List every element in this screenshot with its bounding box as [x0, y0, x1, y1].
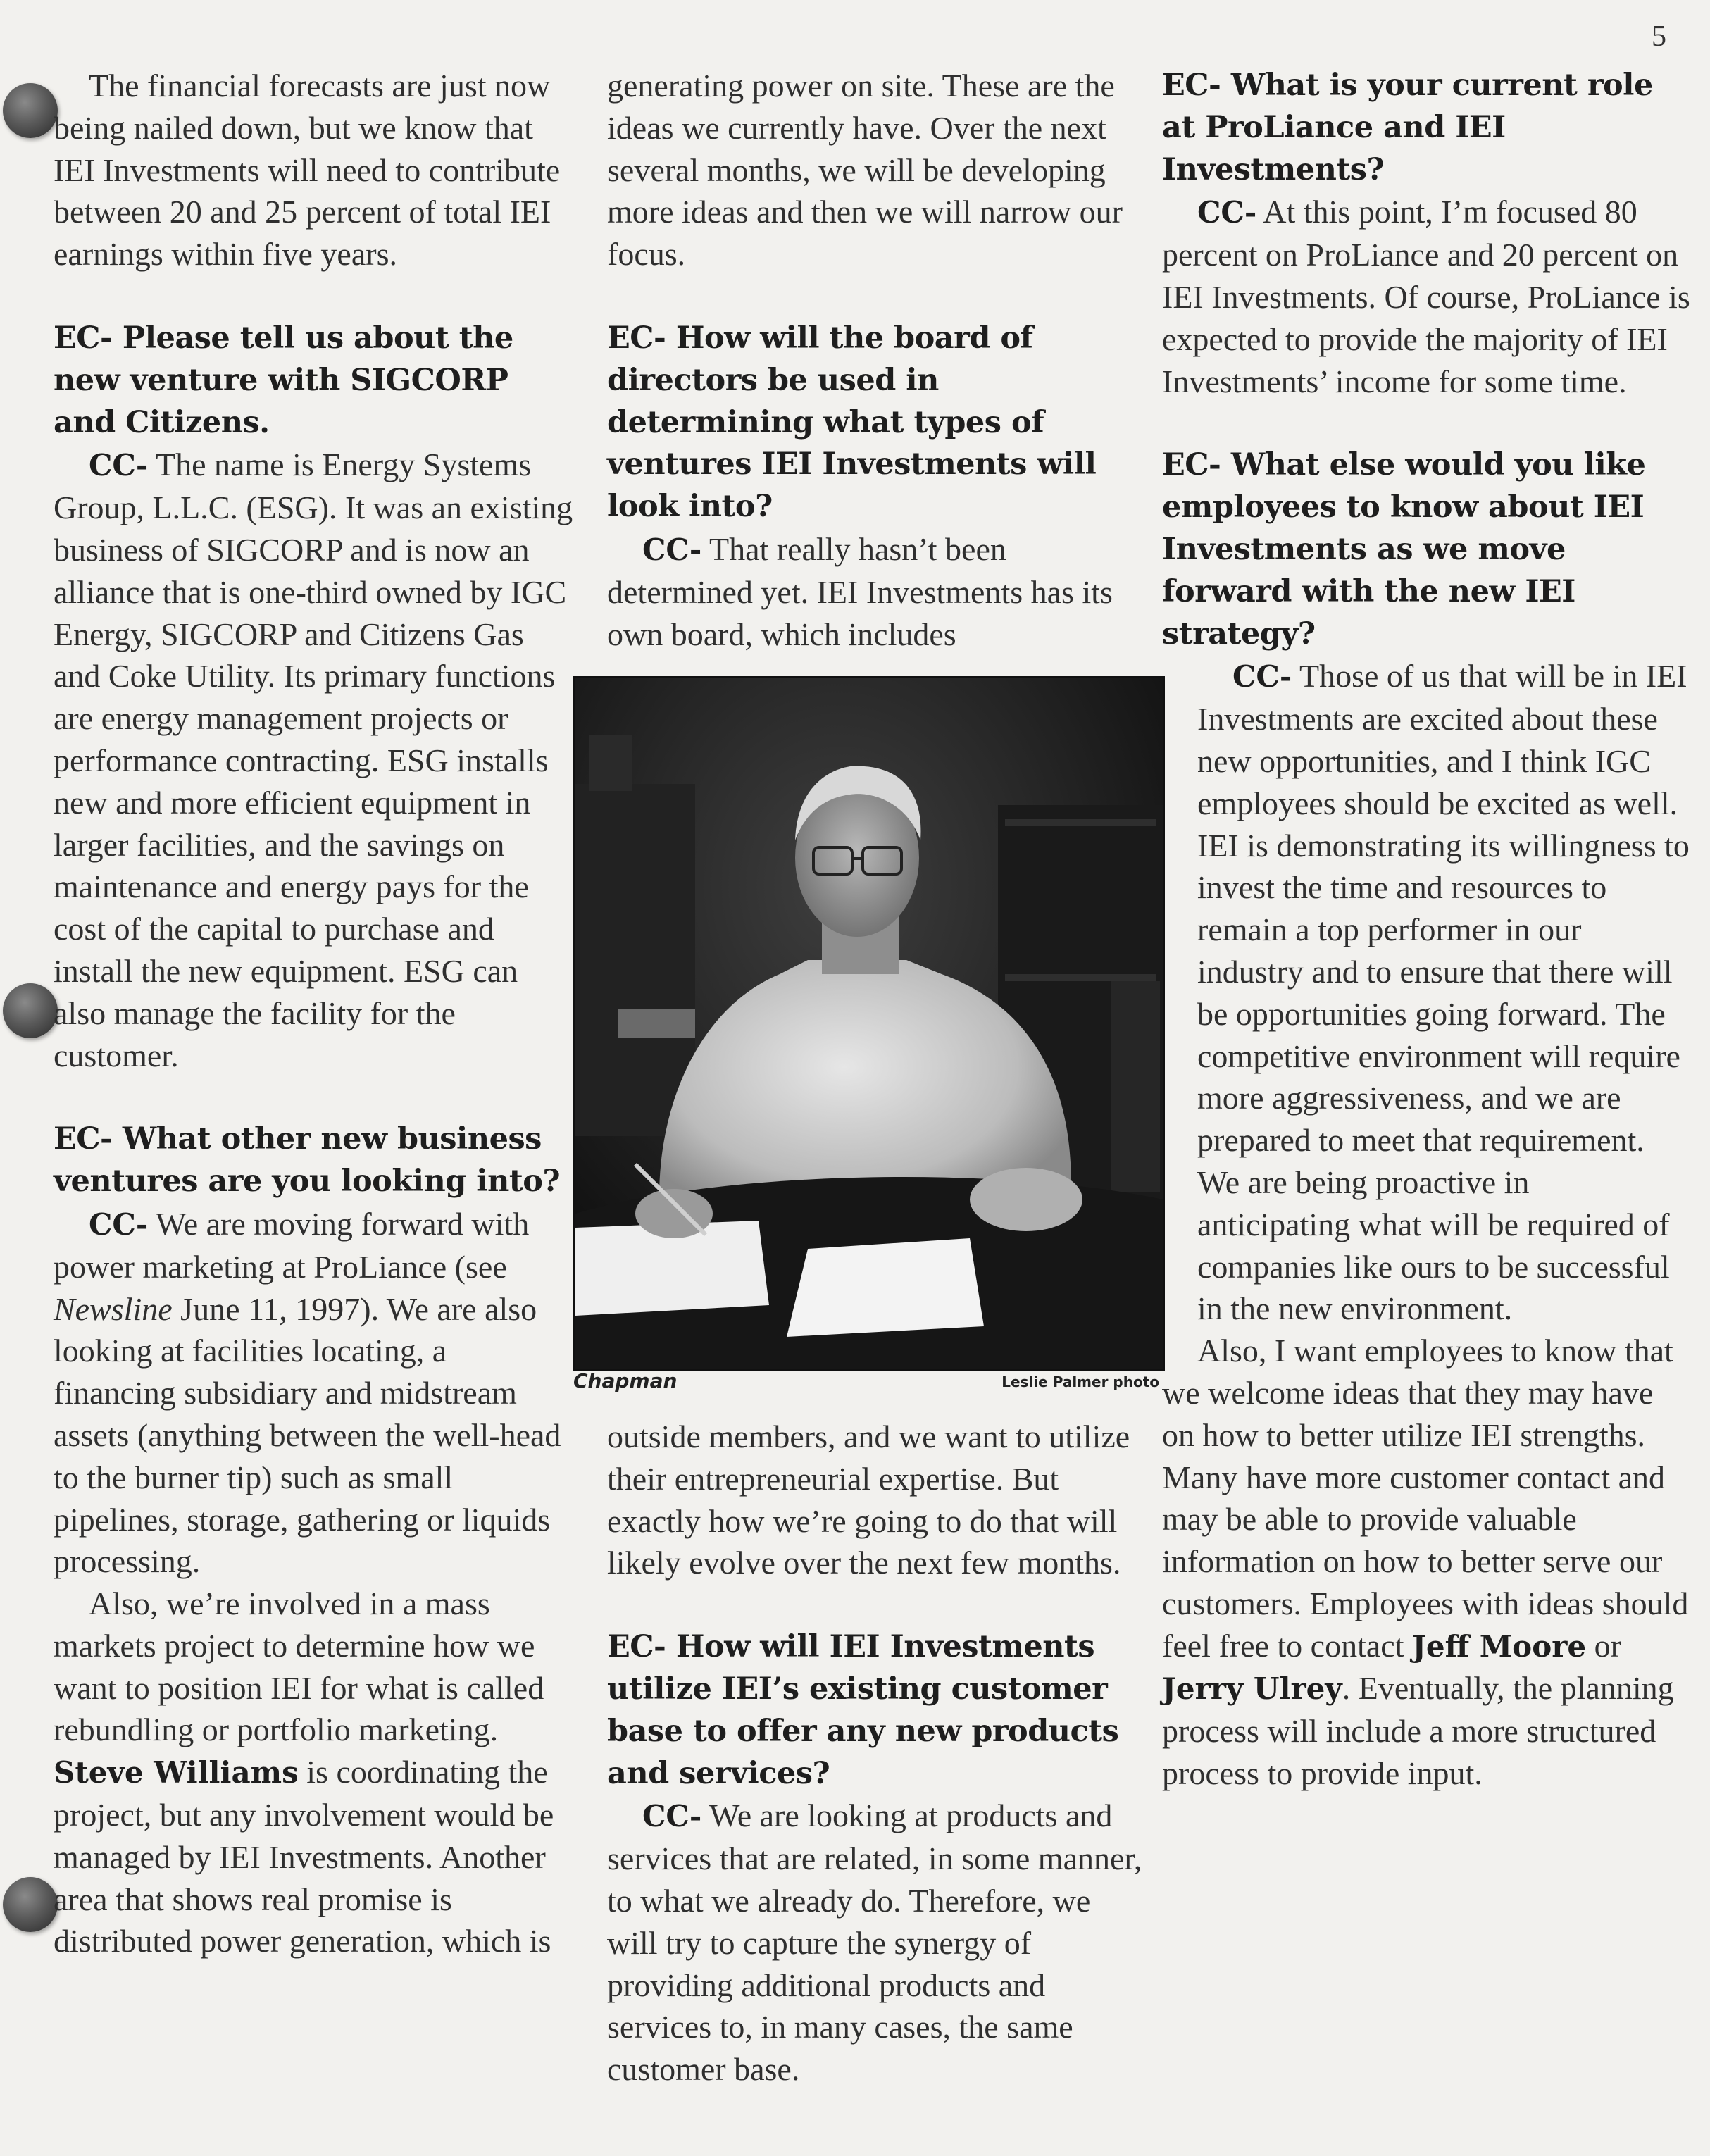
name-steve-williams: Steve Williams	[54, 1755, 299, 1790]
binder-hole-bottom	[3, 1877, 58, 1932]
answer-label: CC-	[642, 532, 702, 567]
photo-credit: Leslie Palmer photo	[1001, 1373, 1159, 1390]
paragraph-forecasts: The financial forecasts are just now being nailed down, but we know that IEI Investments will need to contribute between 20 and 25 percent of total IEI earnings within five years.	[54, 68, 561, 273]
question-other-ventures: EC- What other new business ventures are you looking into?	[54, 1121, 561, 1199]
answer-current-role: CC- At this point, I’m focused 80 percent on ProLiance and 20 percent on IEI Investments. Of course, ProLiance is expected to provide the majority of IEI Investments’ income for some time.	[1162, 194, 1690, 399]
answer-label: CC-	[89, 1207, 149, 1242]
answer-what-else: CC- Those of us that will be in IEI Investments are excited about these new opportunities, and I think IGC employees should be excited as well. IEI is demonstrating its willingness to invest the time and resources to remain a top performer in our industry and to ensure that there will be opportunities going forward. The competitive environment will require more aggressiveness, and we are prepared to meet that requirement. We are being proactive in anticipating what will be required of companies like ours to be successful in the new environment.	[1197, 658, 1690, 1327]
answer-new-venture: CC- The name is Energy Systems Group, L.L.C. (ESG). It was an existing business of SIGCORP and is now an alliance that is one-third owned by IGC Energy, SIGCORP and Citizens Gas and Coke Utility. Its primary functions are energy management projects or performance contracting. ESG installs new and more efficient equipment in larger facilities, and the savings on maintenance and energy pays for the cost of the capital to purchase and install the new equipment. ESG can also manage the facility for the customer.	[54, 447, 573, 1073]
binder-hole-top	[3, 83, 58, 138]
column-2-upper	[607, 65, 1142, 655]
question-what-else: EC- What else would you like employees to know about IEI Investments as we move forward with the new IEI strategy?	[1162, 447, 1646, 652]
column-3	[1162, 65, 1690, 1795]
photo-caption: Chapman	[573, 1369, 678, 1392]
name-jerry-ulrey: Jerry Ulrey	[1162, 1671, 1342, 1707]
paragraph-welcome-ideas: Also, I want employees to know that we welcome ideas that they may have on how to better utilize IEI strengths. Many have more customer contact and may be able to provide valuable information on how to better serve our customers. Employees with ideas should feel free to contact Jeff Moore or Jerry Ulrey. Eventually, the planning process will include a more structured process to provide input.	[1162, 1333, 1689, 1792]
question-board-of-directors: EC- How will the board of directors be used in determining what types of ventures IEI Investments will look into?	[607, 320, 1097, 525]
column-1	[54, 65, 575, 1962]
answer-customer-base: CC- We are looking at products and services that are related, in some manner, to what we already do. Therefore, we will try to capture the synergy of providing additional products and services to, in many cases, the same customer base.	[607, 1797, 1142, 2088]
photo-chapman	[573, 676, 1165, 1371]
page-number: 5	[1652, 20, 1666, 53]
newsline-title: Newsline	[54, 1290, 173, 1327]
answer-label: CC-	[642, 1799, 702, 1834]
question-new-venture: EC- Please tell us about the new venture with SIGCORP and Citizens.	[54, 320, 513, 440]
answer-label: CC-	[1197, 195, 1257, 230]
answer-label: CC-	[1232, 659, 1292, 694]
answer-label: CC-	[89, 448, 149, 483]
question-current-role: EC- What is your current role at ProLiance and IEI Investments?	[1162, 68, 1653, 187]
name-jeff-moore: Jeff Moore	[1412, 1628, 1587, 1664]
paragraph-mass-markets: Also, we’re involved in a mass markets project to determine how we want to position IEI for what is called rebundling or portfolio marketing. Steve Williams is coordinating the project, but any involvement would be managed by IEI Investments. Another area that shows real promise is distributed power generation, which is	[54, 1585, 554, 1959]
question-customer-base: EC- How will IEI Investments utilize IEI’s existing customer base to offer any new products and services?	[607, 1629, 1119, 1791]
binder-hole-middle	[3, 983, 58, 1038]
paragraph-generating-power: generating power on site. These are the ideas we currently have. Over the next several months, we will be developing more ideas and then we will narrow our focus.	[607, 68, 1123, 273]
answer-board-of-directors: CC- That really hasn’t been determined yet. IEI Investments has its own board, which includes	[607, 530, 1113, 652]
paragraph-outside-members: outside members, and we want to utilize their entrepreneurial expertise. But exactly how we’re going to do that will likely evolve over the next few months.	[607, 1419, 1130, 1581]
answer-other-ventures: CC- We are moving forward with power marketing at ProLiance (see Newsline June 11, 1997). We are also looking at facilities locating, a financing subsidiary and midstream assets (anything between the well-head to the burner tip) such as small pipelines, storage, gathering or liquids processing.	[54, 1205, 561, 1580]
column-2-lower	[607, 1416, 1142, 2090]
